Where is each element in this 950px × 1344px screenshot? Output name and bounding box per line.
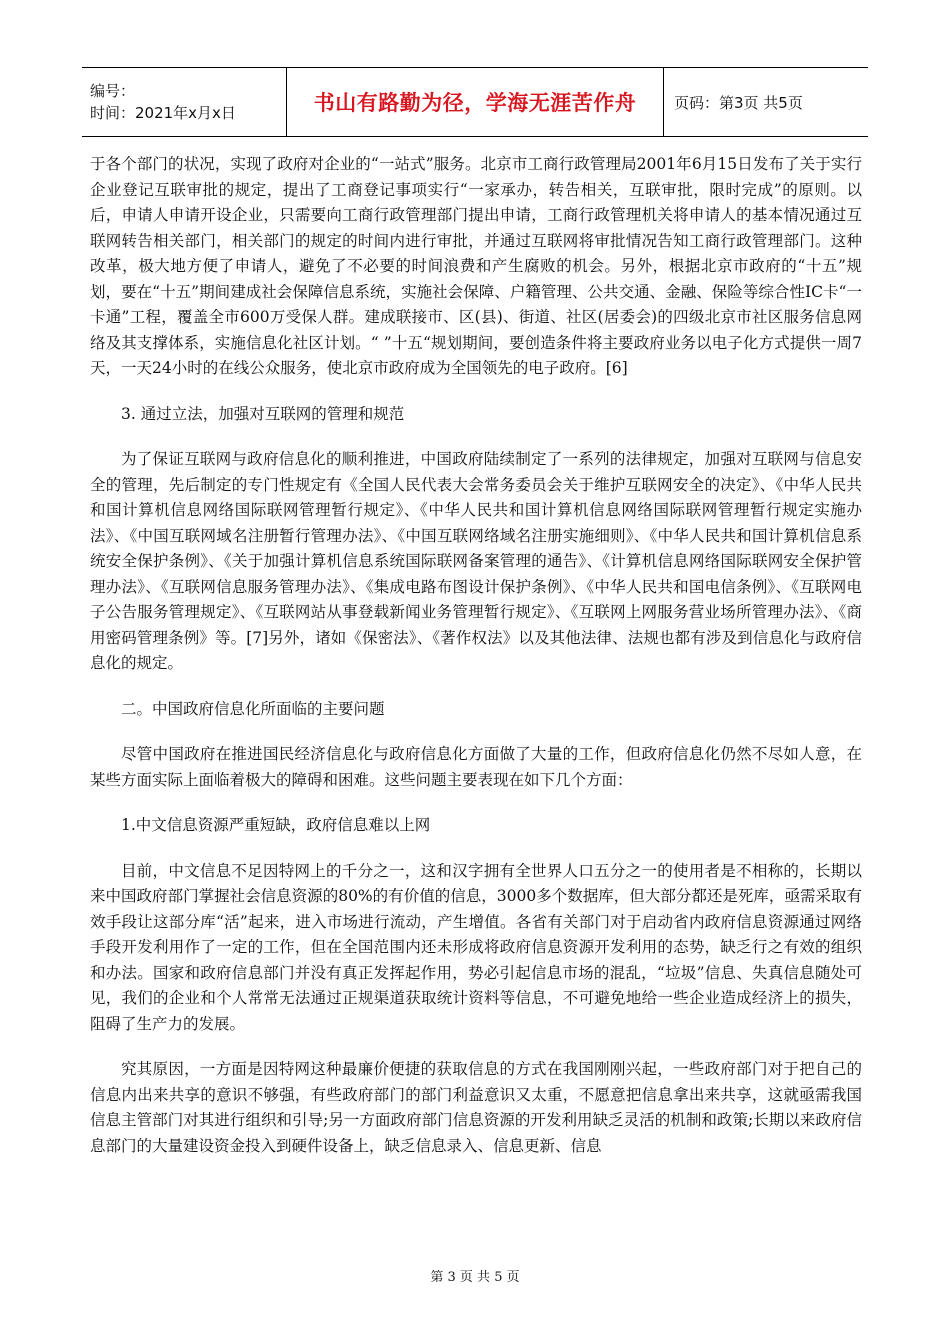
heading-3: 3. 通过立法，加强对互联网的管理和规范 bbox=[121, 404, 405, 423]
paragraph-4: 目前，中文信息不足因特网上的千分之一，这和汉字拥有全世界人口五分之一的使用者是不相称的，长期以来中国政府部门掌握社会信息资源的80%的有价值的信息，3000多个数据库，但大部分都还是死库，亟需采取有效手段让这部分库“活”起来，进入市场进行流动，产生增值。各省有关部门对于启动省内政府信息资源通过网络手段开发利用作了一定的工作，但在全国范围内还未形成将政府信息资源开发利用的态势，缺乏行之有效的组织和办法。国家和政府信息部门并没有真正发挥起作用，势必引起信息市场的混乱，“垃圾”信息、失真信息随处可见，我们的企业和个人常常无法通过正规渠道获取统计资料等信息，不可避免地给一些企业造成经济上的损失，阻碍了生产力的发展。 bbox=[90, 861, 862, 1033]
paragraph-3: 尽管中国政府在推进国民经济信息化与政府信息化方面做了大量的工作，但政府信息化仍然不尽如人意，在某些方面实际上面临着极大的障碍和困难。这些问题主要表现在如下几个方面： bbox=[90, 745, 862, 789]
document-body bbox=[90, 152, 862, 1159]
paragraph-5: 究其原因，一方面是因特网这种最廉价便捷的获取信息的方式在我国刚刚兴起，一些政府部门对于把自己的信息内出来共享的意识不够强，有些政府部门的部门利益意识又太重，不愿意把信息拿出来共享，这就亟需我国信息主管部门对其进行组织和引导;另一方面政府部门信息资源的开发利用缺乏灵活的机制和政策;长期以来政府信息部门的大量建设资金投入到硬件设备上，缺乏信息录入、信息更新、信息 bbox=[90, 1060, 862, 1155]
paragraph-1: 于各个部门的状况，实现了政府对企业的“一站式”服务。北京市工商行政管理局2001年6月15日发布了关于实行企业登记互联审批的规定，提出了工商登记事项实行“一家承办，转告相关，互联审批，限时完成”的原则。以后，申请人申请开设企业，只需要向工商行政管理部门提出申请，工商行政管理机关将申请人的基本情况通过互联网转告相关部门，相关部门的规定的时间内进行审批，并通过互联网将审批情况告知工商行政管理部门。这种改革，极大地方便了申请人，避免了不必要的时间浪费和产生腐败的机会。另外，根据北京市政府的“十五”规划，要在“十五”期间建成社会保障信息系统，实施社会保障、户籍管理、公共交通、金融、保险等综合性IC卡“一卡通”工程，覆盖全市600万受保人群。建成联接市、区(县)、街道、社区(居委会)的四级北京市社区服务信息网络及其支撑体系，实施信息化社区计划。“ ”十五“规划期间，要创造条件将主要政府业务以电子化方式提供一周7天，一天24小时的在线公众服务，使北京市政府成为全国领先的电子政府。[6] bbox=[90, 155, 862, 377]
header-motto: 书山有路勤为径，学海无涯苦作舟 bbox=[313, 91, 637, 115]
header-meta bbox=[82, 68, 287, 136]
paragraph-2: 为了保证互联网与政府信息化的顺利推进，中国政府陆续制定了一系列的法律规定，加强对互联网与信息安全的管理，先后制定的专门性规定有《全国人民代表大会常务委员会关于维护互联网安全的决定》、《中华人民共和国计算机信息网络国际联网管理暂行规定》、《中华人民共和国计算机信息网络国际联网管理暂行规定实施办法》、《中国互联网域名注册暂行管理办法》、《中国互联网络域名注册实施细则》、《中华人民共和国计算机信息系统安全保护条例》、《关于加强计算机信息系统国际联网备案管理的通告》、《计算机信息网络国际联网安全保护管理办法》、《互联网信息服务管理办法》、《集成电路布图设计保护条例》、《中华人民共和国电信条例》、《互联网电子公告服务管理规定》、《互联网站从事登载新闻业务管理暂行规定》、《互联网上网服务营业场所管理办法》、《商用密码管理条例》等。[7]另外，诸如《保密法》、《著作权法》以及其他法律、法规也都有涉及到信息化与政府信息化的规定。 bbox=[90, 450, 862, 672]
page-header bbox=[82, 67, 868, 137]
header-page-cell bbox=[664, 68, 868, 136]
header-motto-cell bbox=[287, 68, 664, 136]
section-heading-2: 二。中国政府信息化所面临的主要问题 bbox=[121, 699, 385, 718]
header-page-number: 页码：第3页 共5页 bbox=[674, 93, 803, 112]
heading-1: 1.中文信息资源严重短缺，政府信息难以上网 bbox=[121, 816, 431, 834]
page-footer: 第 3 页 共 5 页 bbox=[430, 1270, 520, 1285]
document-date: 时间：2021年x月x日 bbox=[90, 104, 236, 122]
document-number: 编号： bbox=[90, 82, 136, 100]
